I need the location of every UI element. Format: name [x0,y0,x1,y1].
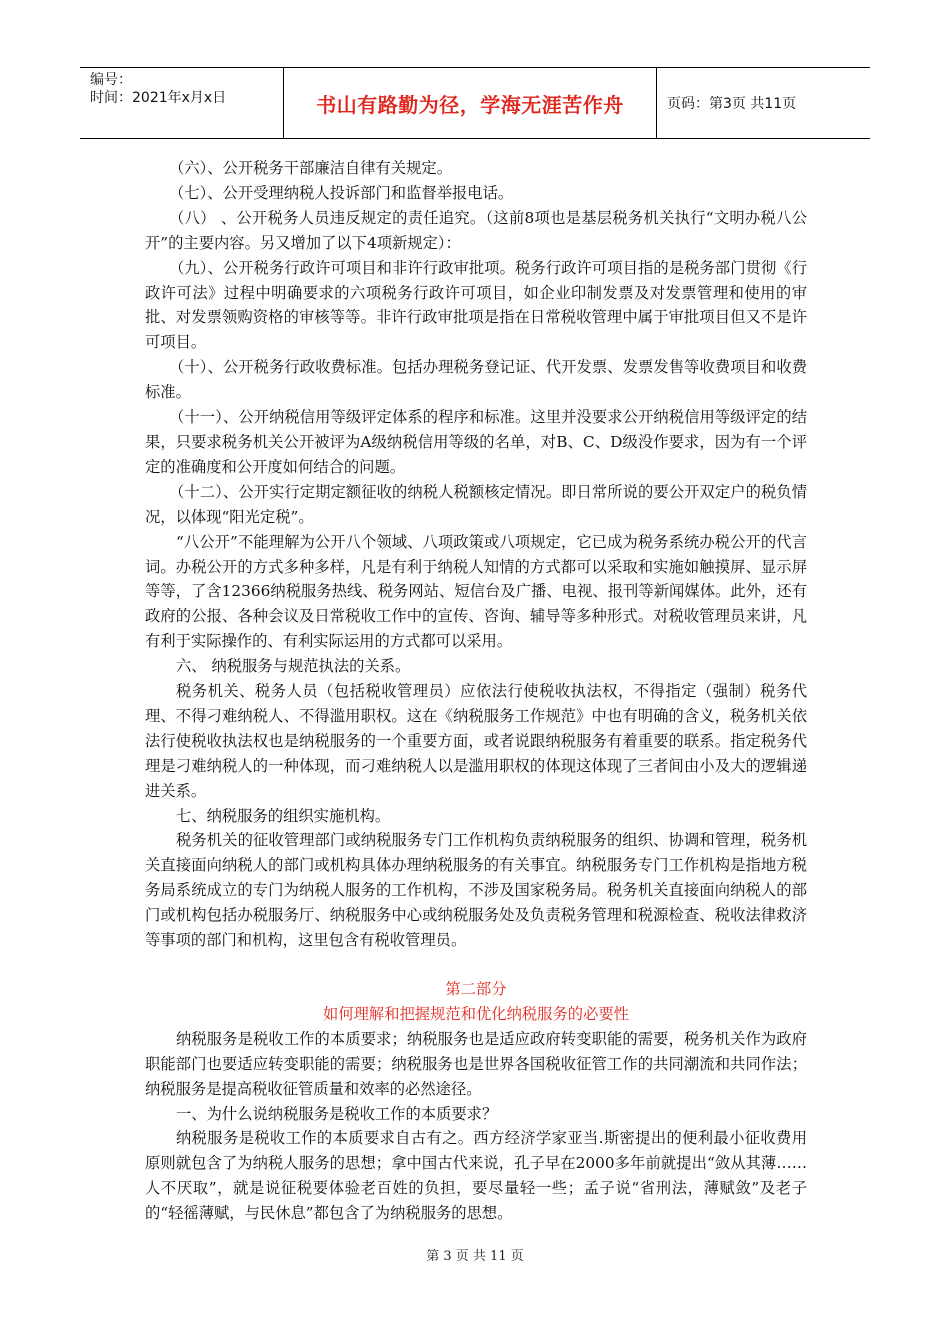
paragraph: “八公开”不能理解为公开八个领域、八项政策或八项规定，它已成为税务系统办税公开的代言词。办税公开的方式多种多样，凡是有利于纳税人知情的方式都可以采取和实施如触摸屏、显示屏等等，了含12366纳税服务热线、税务网站、短信台及广播、电视、报刊等新闻媒体。此外，还有政府的公报、各种会议及日常税收工作中的宣传、咨询、辅导等多种形式。对税收管理员来讲，凡有利于实际操作的、有利实际运用的方式都可以采用。 [145,532,807,651]
document-body [145,156,807,1226]
page-header [80,67,870,139]
paragraph: 税务机关的征收管理部门或纳税服务专门工作机构负责纳税服务的组织、协调和管理，税务机关直接面向纳税人的部门或机构具体办理纳税服务的有关事宜。纳税服务专门工作机构是指地方税务局系统成立的专门为纳税人服务的工作机构，不涉及国家税务局。税务机关直接面向纳税人的部门或机构包括办税服务厅、纳税服务中心或纳税服务处及负责税务管理和税源检查、税收法律救济等事项的部门和机构，这里包含有税收管理员。 [145,831,807,950]
part-heading: 第二部分 [445,980,507,998]
paragraph: （八） 、公开税务人员违反规定的责任追究。（这前8项也是基层税务机关执行“文明办税八公开”的主要内容。另又增加了以下4项新规定）： [145,208,807,252]
paragraph: （十一）、公开纳税信用等级评定体系的程序和标准。这里并没要求公开纳税信用等级评定的结果，只要求税务机关公开被评为A级纳税信用等级的名单，对B、C、D级没作要求，因为有一个评定的准确度和公开度如何结合的问题。 [145,408,807,476]
paragraph: 纳税服务是税收工作的本质要求自古有之。西方经济学家亚当.斯密提出的便利最小征收费用原则就包含了为纳税人服务的思想；拿中国古代来说，孔子早在2000多年前就提出“敛从其薄……人不厌取”，就是说征税要体验老百姓的负担，要尽量轻一些；孟子说“省刑法，薄赋敛”及老子的“轻徭薄赋，与民休息”都包含了为纳税服务的思想。 [145,1129,807,1223]
header-page-label: 页码：第3页 共11页 [667,96,797,112]
section-heading: 一、为什么说纳税服务是税收工作的本质要求？ [176,1104,498,1123]
spacer [145,953,807,977]
paragraph: （七）、公开受理纳税人投诉部门和监督举报电话。 [169,183,514,202]
paragraph: （十）、公开税务行政收费标准。包括办理税务登记证、代开发票、发票发售等收费项目和收费标准。 [145,358,807,402]
paragraph: 纳税服务是税收工作的本质要求；纳税服务也是适应政府转变职能的需要，税务机关作为政府职能部门也要适应转变职能的需要；纳税服务也是世界各国税收征管工作的共同潮流和共同作法；纳税服务是提高税收征管质量和效率的必然途径。 [145,1029,807,1098]
paragraph: （九）、公开税务行政许可项目和非许行政审批项。税务行政许可项目指的是税务部门贯彻《行政许可法》过程中明确要求的六项税务行政许可项目，如企业印制发票及对发票管理和使用的审批、对发票领购资格的审核等等。非许行政审批项是指在日常税收管理中属于审批项目但又不是许可项目。 [145,258,807,352]
paragraph: （六）、公开税务干部廉洁自律有关规定。 [169,159,452,177]
page-footer: 第 3 页 共 11 页 [426,1249,524,1264]
part-subheading: 如何理解和把握规范和优化纳税服务的必要性 [323,1004,629,1023]
header-meta [80,68,284,138]
paragraph: （十二）、公开实行定期定额征收的纳税人税额核定情况。即日常所说的要公开双定户的税负情况，以体现“阳光定税”。 [145,482,807,526]
section-heading: 六、 纳税服务与规范执法的关系。 [176,657,411,676]
section-heading: 七、纳税服务的组织实施机构。 [176,806,391,825]
header-motto: 书山有路勤为径，学海无涯苦作舟 [284,68,657,138]
paragraph: 税务机关、税务人员（包括税收管理员）应依法行使税收执法权，不得指定（强制）税务代理、不得刁难纳税人、不得滥用职权。这在《纳税服务工作规范》中也有明确的含义，税务机关依法行使税收执法权也是纳税服务的一个重要方面，或者说跟纳税服务有着重要的联系。指定税务代理是刁难纳税人的一种体现，而刁难纳税人以是滥用职权的体现这体现了三者间由小及大的逻辑递进关系。 [145,682,807,800]
number-label: 编号： [90,72,132,88]
date-label: 时间：2021年x月x日 [90,90,227,106]
